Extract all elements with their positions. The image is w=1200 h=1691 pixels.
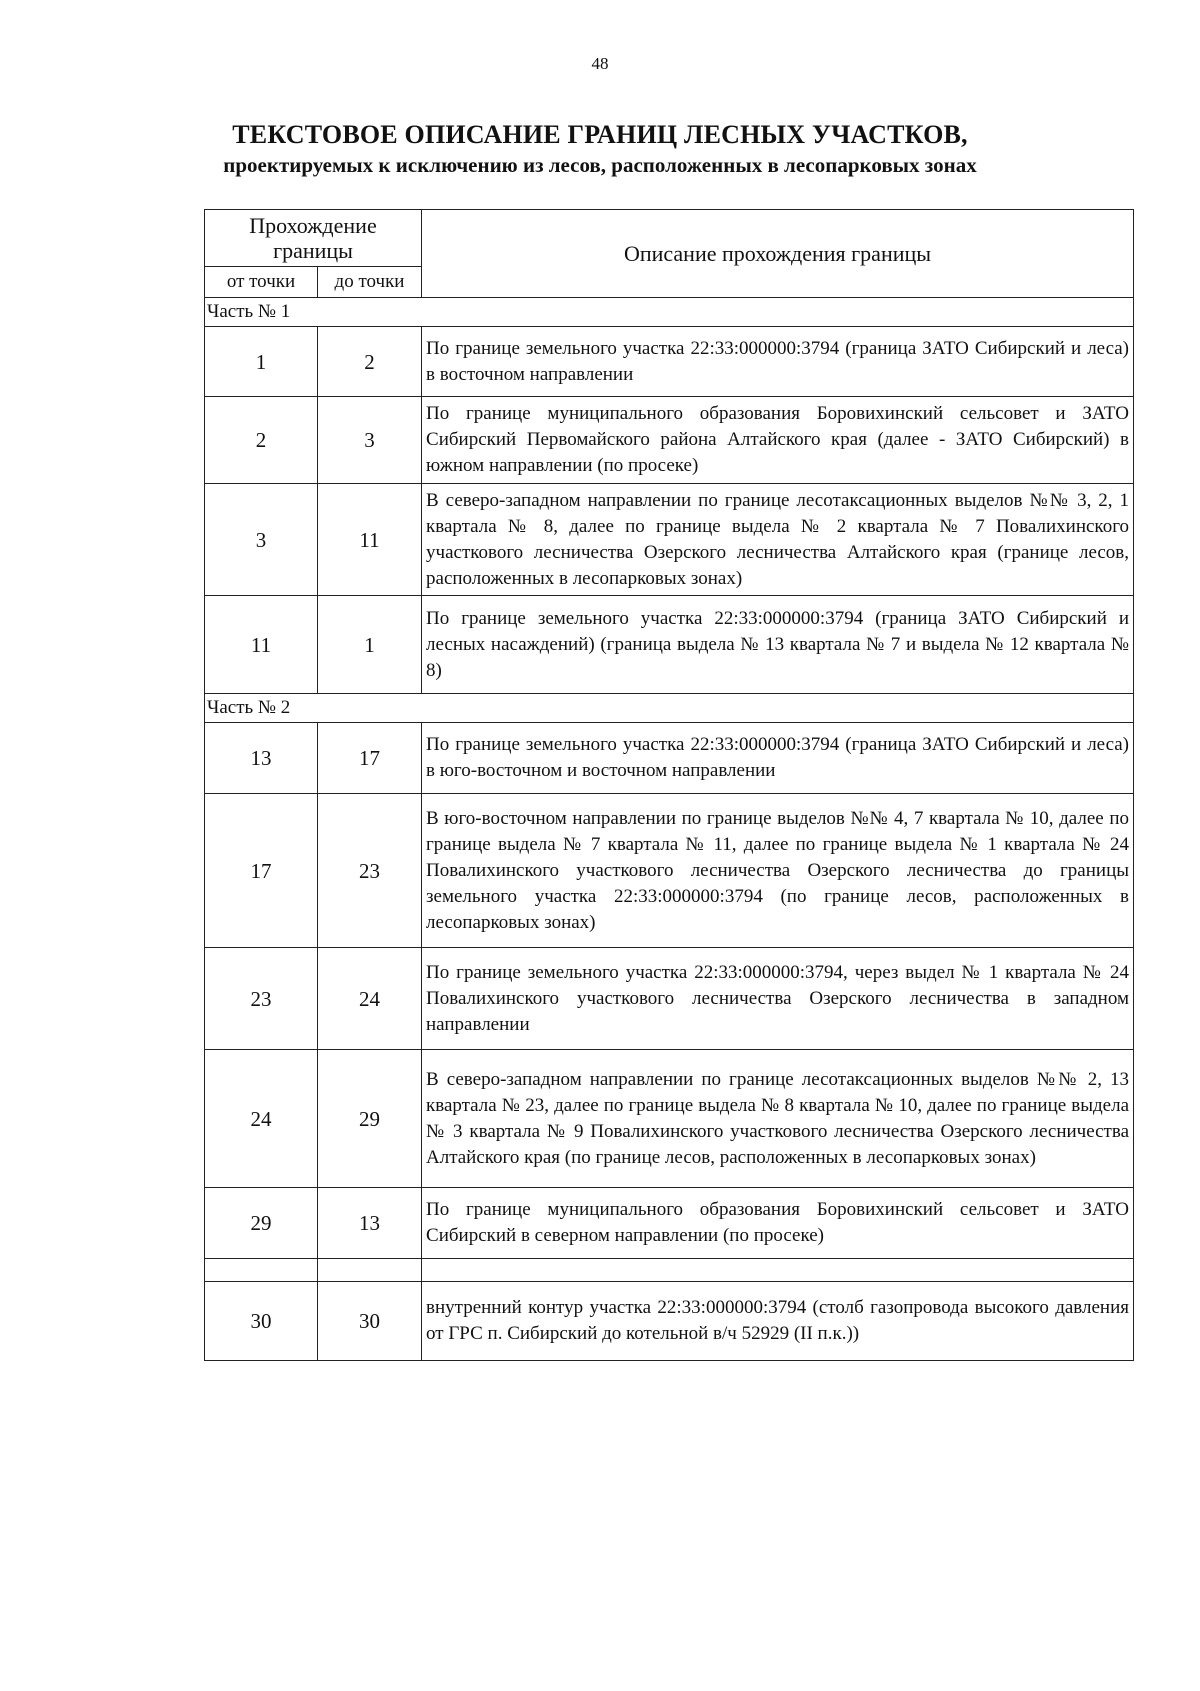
- description-cell: внутренний контур участка 22:33:000000:3794 (столб газопровода высокого давления от ГРС п. Сибирский до котельной в/ч 52929 (II п.к.)): [422, 1282, 1134, 1361]
- header-description: Описание прохождения границы: [422, 210, 1134, 298]
- from-point-cell: 30: [205, 1282, 318, 1361]
- part-row: [205, 298, 1134, 327]
- from-point-cell: 23: [205, 948, 318, 1050]
- empty-row: [205, 1259, 1134, 1282]
- part-row-empty: [422, 298, 1134, 327]
- description-cell: В северо-западном направлении по границе лесотаксационных выделов №№ 3, 2, 1 квартала № 8, далее по границе выдела № 2 квартала № 7 Повалихинского участкового лесничества Озерского лесничества Алтайского края (границе лесов, расположенных в лесопарковых зонах): [422, 484, 1134, 596]
- table-row: [205, 1050, 1134, 1188]
- header-boundary-passage: Прохождение границы: [205, 210, 422, 267]
- to-point-cell: 29: [318, 1050, 422, 1188]
- empty-cell: [205, 1259, 318, 1282]
- description-cell: В юго-восточном направлении по границе выделов №№ 4, 7 квартала № 10, далее по границе выдела № 7 квартала № 11, далее по границе выдела № 1 квартала № 24 Повалихинского участкового лесничества Озерского лесничества до границы земельного участка 22:33:000000:3794 (по границе лесов, расположенных в лесопарковых зонах): [422, 794, 1134, 948]
- table-row: [205, 484, 1134, 596]
- table-row: [205, 1282, 1134, 1361]
- part-row-empty: [422, 694, 1134, 723]
- empty-cell: [318, 1259, 422, 1282]
- to-point-cell: 2: [318, 327, 422, 397]
- table-row: [205, 397, 1134, 484]
- to-point-cell: 24: [318, 948, 422, 1050]
- boundary-table: [204, 209, 1134, 1361]
- from-point-cell: 3: [205, 484, 318, 596]
- table-row: [205, 723, 1134, 794]
- part-row: [205, 694, 1134, 723]
- description-cell: В северо-западном направлении по границе лесотаксационных выделов №№ 2, 13 квартала № 23, далее по границе выдела № 8 квартала № 10, далее по границе выдела № 3 квартала № 9 Повалихинского участкового лесничества Озерского лесничества Алтайского края (по границе лесов, расположенных в лесопарковых зонах): [422, 1050, 1134, 1188]
- from-point-cell: 13: [205, 723, 318, 794]
- table-row: [205, 596, 1134, 694]
- description-cell: По границе муниципального образования Боровихинский сельсовет и ЗАТО Сибирский Первомайского района Алтайского края (далее - ЗАТО Сибирский) в южном направлении (по просеке): [422, 397, 1134, 484]
- to-point-cell: 13: [318, 1188, 422, 1259]
- table-row: [205, 327, 1134, 397]
- header-from-point: от точки: [205, 267, 318, 298]
- description-cell: По границе муниципального образования Боровихинский сельсовет и ЗАТО Сибирский в северном направлении (по просеке): [422, 1188, 1134, 1259]
- from-point-cell: 11: [205, 596, 318, 694]
- part-label: Часть № 1: [205, 298, 422, 327]
- from-point-cell: 2: [205, 397, 318, 484]
- table-row: [205, 1188, 1134, 1259]
- to-point-cell: 23: [318, 794, 422, 948]
- empty-cell: [422, 1259, 1134, 1282]
- to-point-cell: 11: [318, 484, 422, 596]
- page-number: 48: [591, 54, 609, 73]
- from-point-cell: 17: [205, 794, 318, 948]
- description-cell: По границе земельного участка 22:33:000000:3794 (граница ЗАТО Сибирский и леса) в юго-восточном и восточном направлении: [422, 723, 1134, 794]
- part-label: Часть № 2: [205, 694, 422, 723]
- description-cell: По границе земельного участка 22:33:000000:3794 (граница ЗАТО Сибирский и лесных насаждений) (граница выдела № 13 квартала № 7 и выдела № 12 квартала № 8): [422, 596, 1134, 694]
- table-row: [205, 794, 1134, 948]
- from-point-cell: 29: [205, 1188, 318, 1259]
- document-title: ТЕКСТОВОЕ ОПИСАНИЕ ГРАНИЦ ЛЕСНЫХ УЧАСТКОВ,: [232, 120, 968, 149]
- header-to-point: до точки: [318, 267, 422, 298]
- to-point-cell: 17: [318, 723, 422, 794]
- to-point-cell: 1: [318, 596, 422, 694]
- table-row: [205, 948, 1134, 1050]
- to-point-cell: 30: [318, 1282, 422, 1361]
- document-subtitle: проектируемых к исключению из лесов, расположенных в лесопарковых зонах: [223, 153, 977, 177]
- description-cell: По границе земельного участка 22:33:000000:3794 (граница ЗАТО Сибирский и леса) в восточном направлении: [422, 327, 1134, 397]
- from-point-cell: 1: [205, 327, 318, 397]
- from-point-cell: 24: [205, 1050, 318, 1188]
- to-point-cell: 3: [318, 397, 422, 484]
- description-cell: По границе земельного участка 22:33:000000:3794, через выдел № 1 квартала № 24 Повалихинского участкового лесничества Озерского лесничества в западном направлении: [422, 948, 1134, 1050]
